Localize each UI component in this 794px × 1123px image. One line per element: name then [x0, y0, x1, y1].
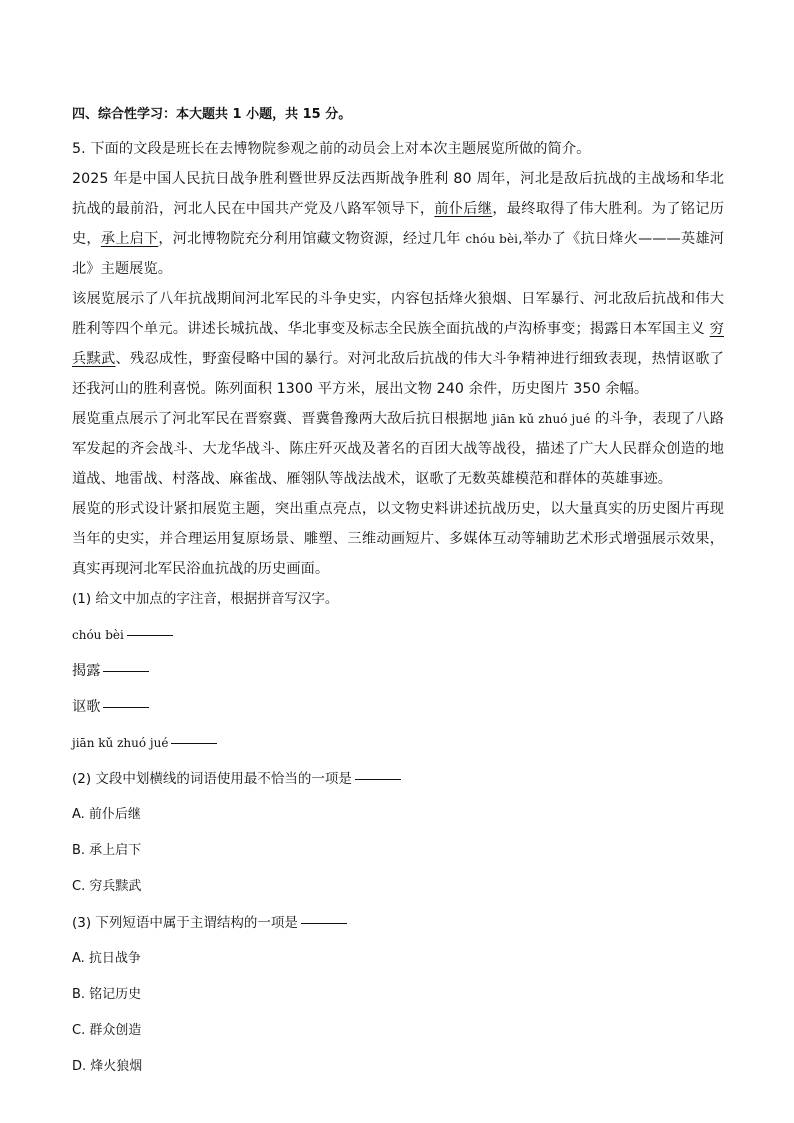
answer-blank-3[interactable]	[103, 706, 149, 708]
q1-item-1-label: chóu bèi	[72, 628, 124, 642]
answer-blank-4[interactable]	[171, 742, 217, 744]
q3-option-a: A. 抗日战争	[72, 951, 141, 966]
p1-text-c: ，河北博物院充分利用馆藏文物资源，经过几年	[158, 231, 466, 247]
underlined-word-2: 承上启下	[100, 231, 159, 247]
q1-item-1	[72, 620, 724, 650]
q3-title: (3) 下列短语中属于主谓结构的一项是	[72, 915, 298, 931]
paragraph-3	[72, 404, 724, 494]
q2-option-b: B. 承上启下	[72, 843, 142, 858]
answer-blank-1[interactable]	[127, 634, 173, 636]
q3-row	[72, 908, 724, 938]
q2-option-c: C. 穷兵黩武	[72, 879, 142, 894]
q3-option-b: B. 铭记历史	[72, 987, 142, 1002]
p2-text-b: 、残忍成性，野蛮侵略中国的暴行。对河北敌后抗战的伟大斗争精神进行细致表现，热情讴歌了还我河山的胜利喜悦。陈列面积 1300 平方米，展出文物 240 余件，历史图片 350 余幅。	[72, 351, 724, 397]
q1-item-4-label: jiān kǔ zhuó jué	[72, 736, 169, 750]
p1-text-a: 2025 年是中国人民抗日战争胜利暨世界反法西斯战争胜利 80 周年，河北是敌后抗战的主战场和华北抗战的最前沿，河北人民在中国共产党及八路军领导下，	[72, 171, 724, 217]
q3-option-c: C. 群众创造	[72, 1023, 142, 1038]
underlined-word-3: 穷兵黩武	[72, 321, 724, 367]
p1-text-d: ,举办了《抗日烽火———英雄河北》主题展览。	[72, 231, 725, 277]
p3-text-b: 的斗争，表现了八路军发起的齐会战斗、大龙华战斗、陈庄歼灭战及著名的百团大战等战役，描述了广大人民群众创造的地道战、地雷战、村落战、麻雀战、雁翎队等战法战术，讴歌了无数英雄模范和群体的英雄事迹。	[72, 411, 724, 487]
q3-answer-blank[interactable]	[301, 922, 347, 924]
pinyin-2: jiān kǔ zhuó jué	[492, 412, 591, 426]
q1-item-2-label: 揭露	[72, 663, 101, 679]
underlined-word-1: 前仆后继	[434, 201, 493, 217]
q2-option-a: A. 前仆后继	[72, 807, 141, 822]
q3-option-d: D. 烽火狼烟	[72, 1059, 143, 1074]
p2-text-a: 该展览展示了八年抗战期间河北军民的斗争史实，内容包括烽火狼烟、日军暴行、河北敌后抗战和伟大胜利等四个单元。讲述长城抗战、华北事变及标志全民族全面抗战的卢沟桥事变；揭露日本军国主义	[72, 291, 724, 337]
pinyin-1: chóu bèi	[465, 232, 519, 246]
q1-item-3-label: 讴歌	[72, 699, 101, 715]
q1-title: (1) 给文中加点的字注音，根据拼音写汉字。	[72, 591, 339, 607]
q1-item-3	[72, 692, 724, 722]
q1-item-2	[72, 656, 724, 686]
p3-text-a: 展览重点展示了河北军民在晋察冀、晋冀鲁豫两大敌后抗日根据地	[72, 411, 493, 427]
paragraph-1	[72, 164, 724, 284]
paragraph-2	[72, 284, 724, 404]
section-title: 四、综合性学习：本大题共 1 小题，共 15 分。	[72, 107, 352, 122]
question-intro: 5. 下面的文段是班长在去博物院参观之前的动员会上对本次主题展览所做的简介。	[72, 141, 591, 157]
p1-text-b: ，最终取得了伟大胜利。为了铭记历史，	[72, 201, 724, 247]
answer-blank-2[interactable]	[103, 670, 149, 672]
q2-row	[72, 764, 724, 794]
q2-answer-blank[interactable]	[355, 778, 401, 780]
paragraph-4: 展览的形式设计紧扣展览主题，突出重点亮点，以文物史料讲述抗战历史，以大量真实的历史图片再现当年的史实，并合理运用复原场景、雕塑、三维动画短片、多媒体互动等辅助艺术形式增强展示效果，真实再现河北军民浴血抗战的历史画面。	[72, 501, 724, 577]
q2-title: (2) 文段中划横线的词语使用最不恰当的一项是	[72, 771, 352, 787]
q1-item-4	[72, 728, 724, 758]
exam-page	[72, 100, 724, 1088]
